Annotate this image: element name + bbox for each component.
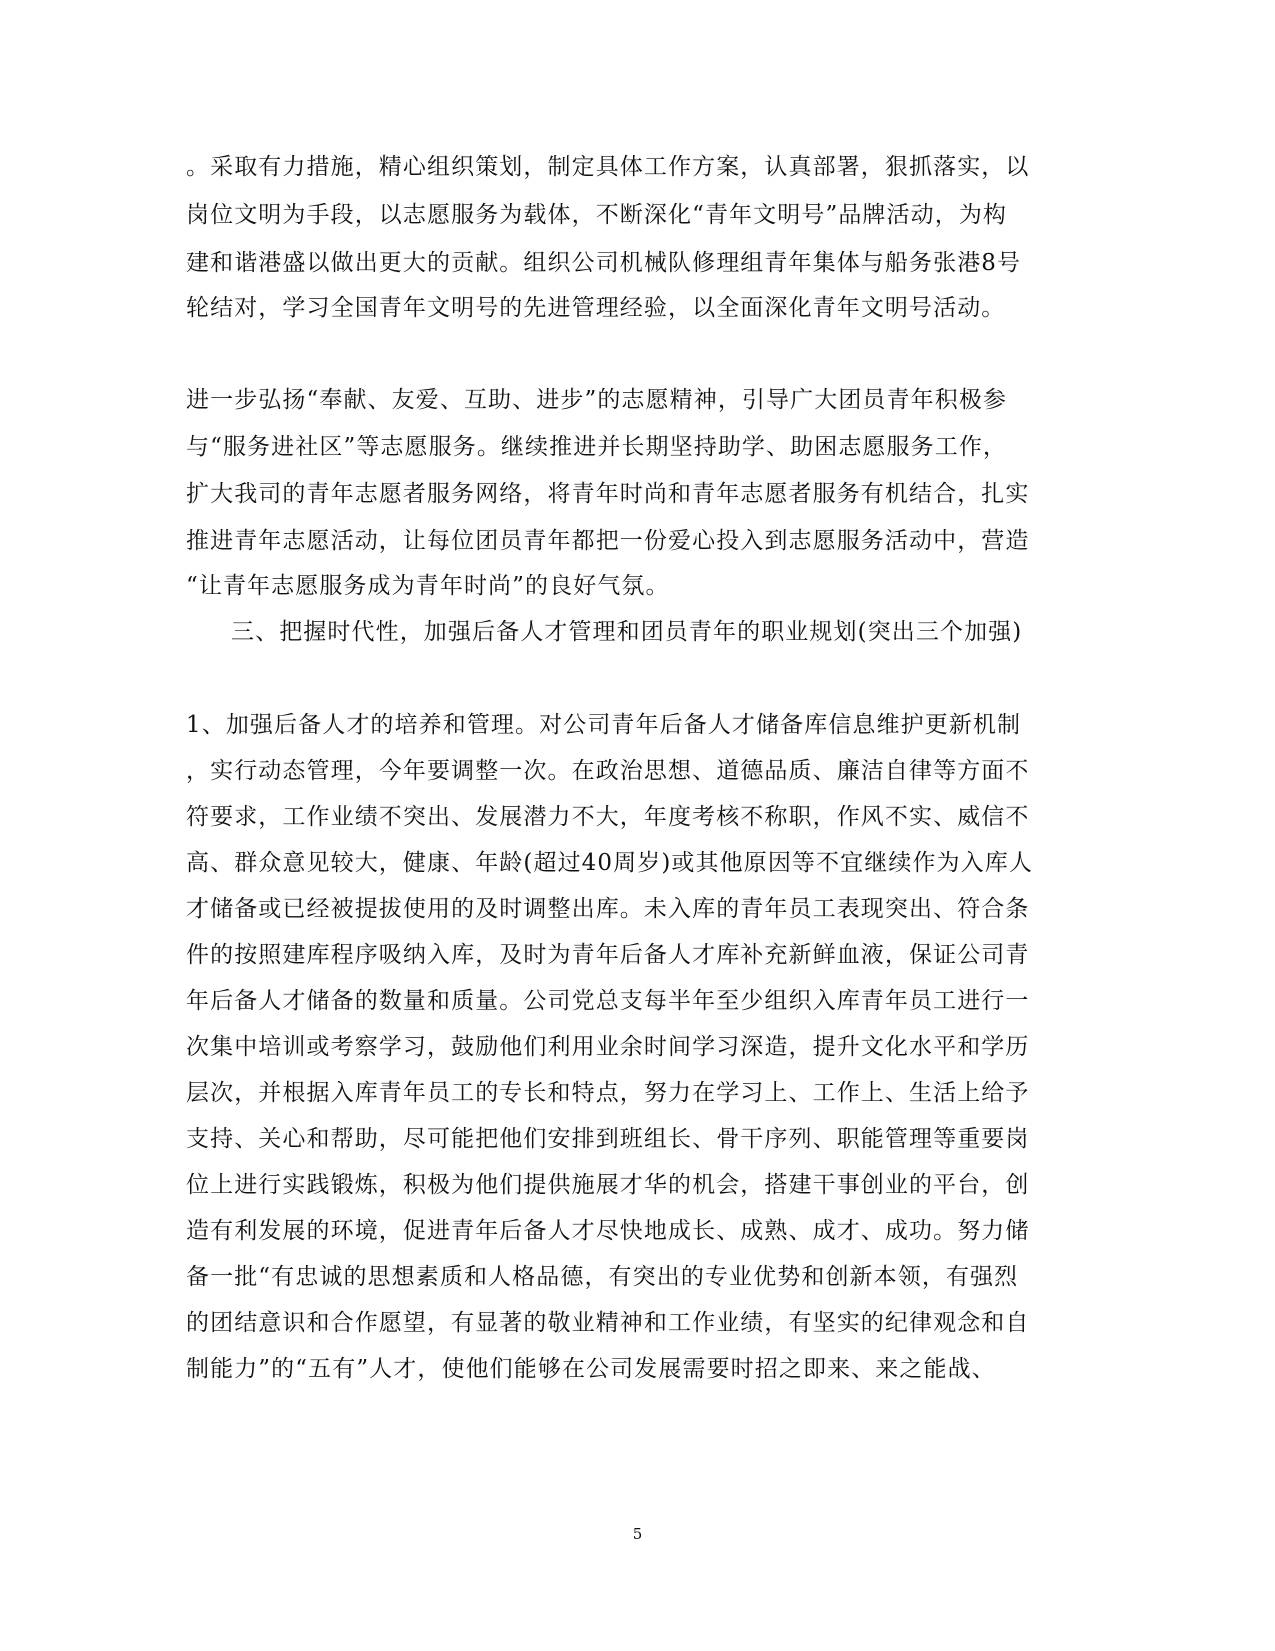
text-line: “让青年志愿服务成为青年时尚”的良好气氛。 — [186, 573, 670, 599]
text-line: 造有利发展的环境，促进青年后备人才尽快地成长、成熟、成才、成功。努力储 — [186, 1218, 1030, 1244]
text-line: 1、加强后备人才的培养和管理。对公司青年后备人才储备库信息维护更新机制 — [186, 712, 1022, 738]
text-line: 进一步弘扬“奉献、友爱、互助、进步”的志愿精神，引导广大团员青年积极参 — [186, 387, 1008, 413]
text-line: 。采取有力措施，精心组织策划，制定具体工作方案，认真部署，狠抓落实，以 — [186, 154, 1030, 180]
text-line: 年后备人才储备的数量和质量。公司党总支每半年至少组织入库青年员工进行一 — [186, 988, 1030, 1014]
text-line: 高、群众意见较大，健康、年龄(超过40周岁)或其他原因等不宜继续作为入库人 — [186, 850, 1033, 876]
text-line: 建和谐港盛以做出更大的贡献。组织公司机械队修理组青年集体与船务张港8号 — [186, 250, 1022, 276]
text-line: 扩大我司的青年志愿者服务网络，将青年时尚和青年志愿者服务有机结合，扎实 — [186, 481, 1030, 507]
text-line: ，实行动态管理，今年要调整一次。在政治思想、道德品质、廉洁自律等方面不 — [186, 758, 1030, 784]
text-line: 备一批“有忠诚的思想素质和人格品德，有突出的专业优势和创新本领，有强烈 — [186, 1264, 1019, 1290]
text-line: 才储备或已经被提拔使用的及时调整出库。未入库的青年员工表现突出、符合条 — [186, 896, 1030, 922]
text-line: 层次，并根据入库青年员工的专长和特点，努力在学习上、工作上、生活上给予 — [186, 1080, 1030, 1106]
text-line: 轮结对，学习全国青年文明号的先进管理经验，以全面深化青年文明号活动。 — [186, 295, 1006, 321]
section-heading: 三、把握时代性，加强后备人才管理和团员青年的职业规划(突出三个加强) — [231, 619, 1023, 645]
text-line: 岗位文明为手段，以志愿服务为载体，不断深化“青年文明号”品牌活动，为构 — [186, 202, 1008, 228]
page-number: 5 — [632, 1525, 643, 1543]
text-line: 位上进行实践锻炼，积极为他们提供施展才华的机会，搭建干事创业的平台，创 — [186, 1172, 1030, 1198]
text-line: 与“服务进社区”等志愿服务。继续推进并长期坚持助学、助困志愿服务工作， — [186, 434, 1008, 460]
text-line: 制能力”的“五有”人才，使他们能够在公司发展需要时招之即来、来之能战、 — [186, 1356, 996, 1382]
text-line: 次集中培训或考察学习，鼓励他们利用业余时间学习深造，提升文化水平和学历 — [186, 1034, 1030, 1060]
text-line: 的团结意识和合作愿望，有显著的敬业精神和工作业绩，有坚实的纪律观念和自 — [186, 1310, 1030, 1336]
text-line: 件的按照建库程序吸纳入库，及时为青年后备人才库补充新鲜血液，保证公司青 — [186, 942, 1030, 968]
text-line: 符要求，工作业绩不突出、发展潜力不大，年度考核不称职，作风不实、威信不 — [186, 804, 1030, 830]
text-line: 支持、关心和帮助，尽可能把他们安排到班组长、骨干序列、职能管理等重要岗 — [186, 1126, 1030, 1152]
text-line: 推进青年志愿活动，让每位团员青年都把一份爱心投入到志愿服务活动中，营造 — [186, 528, 1030, 554]
